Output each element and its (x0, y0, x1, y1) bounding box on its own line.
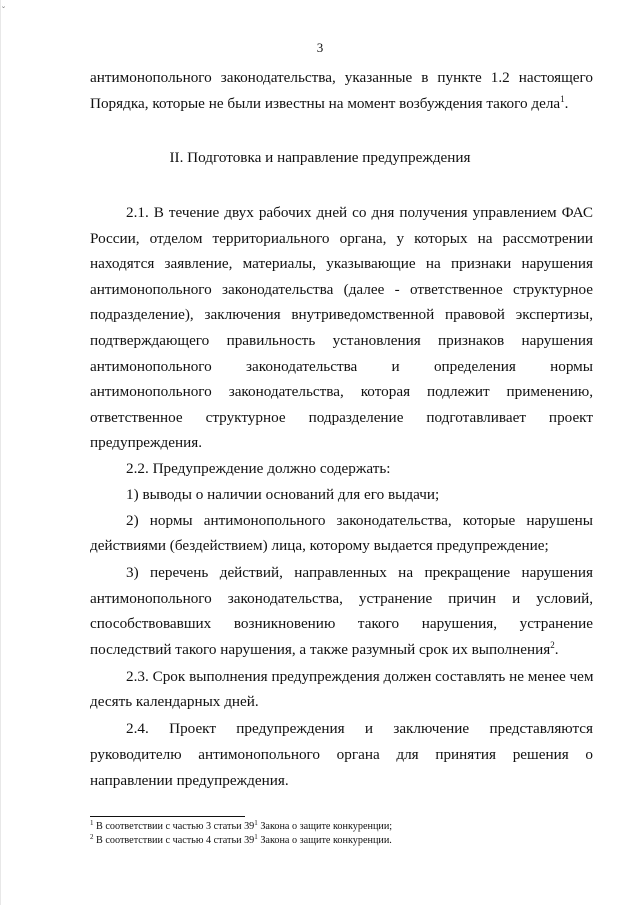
list-item: 1) выводы о наличии оснований для его выдачи; (126, 486, 440, 503)
text-line: 2.1. В течение двух рабочих дней со дня получения управлением ФАС (126, 204, 593, 221)
text-line: действиями (бездействием) лица, которому выдается предупреждение; (90, 537, 549, 554)
page-number: 3 (316, 40, 324, 55)
text-line: 2.3. Срок выполнения предупреждения должен составлять не менее чем (126, 668, 594, 685)
text-line: находятся заявление, материалы, указывающие на признаки нарушения (90, 255, 593, 272)
text-line: последствий такого нарушения, а также разумный срок их выполнения$^2$. (90, 640, 559, 658)
section-heading: II. Подготовка и направление предупреждения (169, 149, 471, 166)
list-item: 3) перечень действий, направленных на прекращение нарушения (126, 564, 593, 581)
text-line: 2.4. Проект предупреждения и заключение представляются (126, 720, 593, 737)
text-line: ответственное структурное подразделение подготавливает проект (90, 409, 593, 426)
footnote-ref: 2 (550, 640, 555, 650)
text-line: руководителю антимонопольного органа для принятия решения о (90, 746, 593, 763)
text-line: 2.2. Предупреждение должно содержать: (126, 460, 391, 477)
text-line: антимонопольного законодательства, устранение причин и условий, (90, 590, 593, 607)
text-line: Порядка, которые не были известны на момент возбуждения такого дела$^1$. (90, 94, 569, 112)
text-line: антимонопольного законодательства, которая подлежит применению, (90, 383, 593, 400)
text-line: антимонопольного законодательства, указанные в пункте 1.2 настоящего (90, 69, 593, 86)
footnote: $^2$ В соответствии с частью 4 статьи $39^1$ Закона о защите конкуренции. (90, 833, 392, 846)
scan-mark: ˘ (2, 5, 5, 15)
list-item: 2) нормы антимонопольного законодательства, которые нарушены (126, 512, 593, 529)
text-line: десять календарных дней. (90, 693, 259, 710)
text-line: антимонопольного законодательства и определения нормы (90, 358, 593, 375)
footnote: $^1$ В соответствии с частью 3 статьи $39^1$ Закона о защите конкуренции; (90, 819, 393, 832)
text-line: способствовавших возникновению такого нарушения, устранение (90, 615, 593, 632)
text-line: антимонопольного законодательства (далее - ответственное структурное (90, 281, 593, 298)
text-line: подтверждающего правильность установления признаков нарушения (90, 332, 593, 349)
text-line: направлении предупреждения. (90, 772, 289, 789)
scan-edge (0, 0, 1, 905)
text-line: предупреждения. (90, 434, 203, 451)
text-line: России, отделом территориального органа, у которых на рассмотрении (90, 230, 593, 247)
footnote-rule (90, 816, 245, 817)
footnote-ref: 1 (560, 94, 565, 104)
text-line: подразделение), заключения внутриведомственной правовой экспертизы, (90, 306, 593, 323)
